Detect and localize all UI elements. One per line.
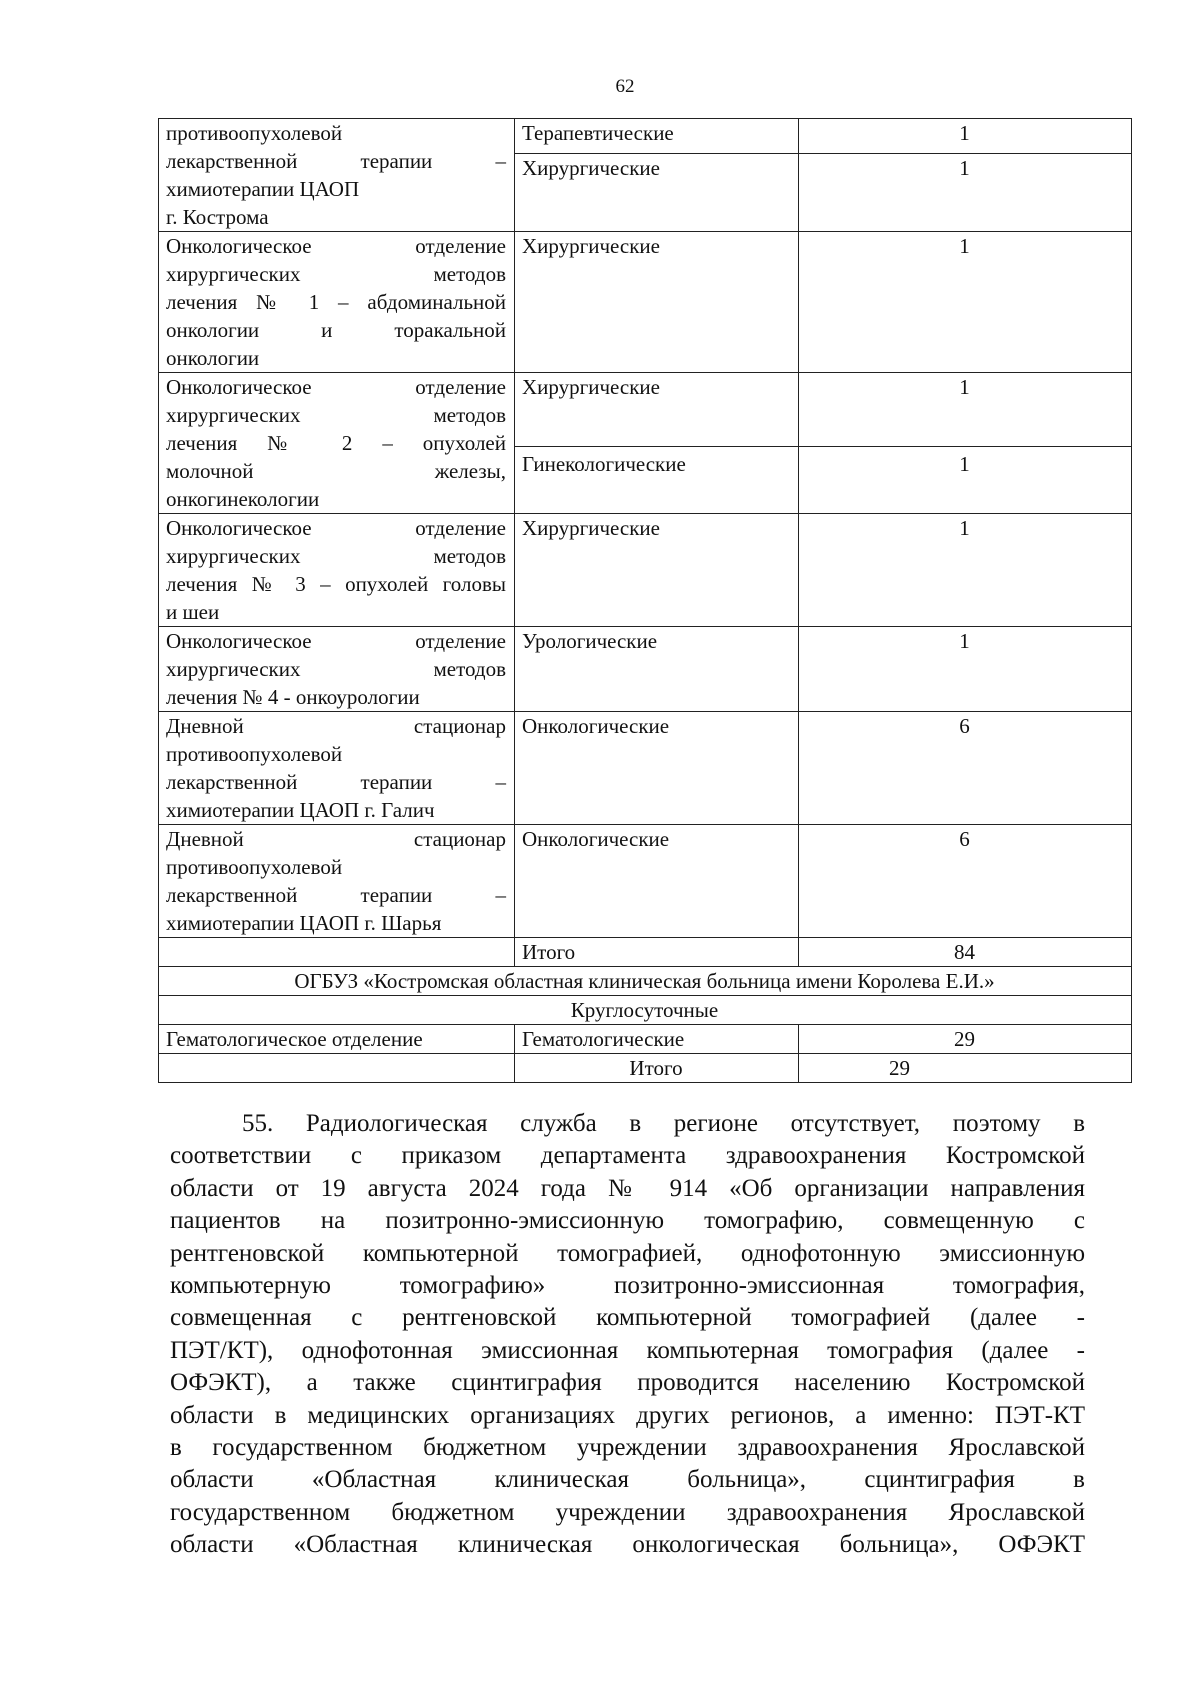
organization-name: ОГБУЗ «Костромская областная клиническая больница имени Королева Е.И.»	[159, 967, 1132, 996]
paragraph-line: ОФЭКТ), а также сцинтиграфия проводится населению Костромской	[170, 1369, 1085, 1397]
table-row	[159, 627, 1132, 712]
department-line: Онкологическое отделение	[166, 629, 506, 653]
department-line: химиотерапии ЦАОП г. Галич	[166, 798, 435, 822]
department-line: лекарственной терапии –	[166, 149, 506, 173]
department-cell	[159, 712, 515, 825]
department-cell	[159, 514, 515, 627]
paragraph-line: в государственном бюджетном учреждении здравоохранения Ярославской	[170, 1434, 1085, 1462]
beds-cell: 1	[799, 627, 1132, 712]
beds-table	[158, 118, 1132, 1083]
paragraph-line: области от 19 августа 2024 года № 914 «Об организации направления	[170, 1174, 1085, 1202]
department-line: лечения № 4 - онкоурологии	[166, 685, 420, 709]
profile-cell: Гинекологические	[515, 447, 799, 514]
page-number: 62	[615, 76, 635, 97]
paragraph-line: соответствии с приказом департамента здравоохранения Костромской	[170, 1142, 1085, 1170]
department-line: противоопухолевой	[166, 121, 343, 145]
paragraph-line: области «Областная клиническая онкологическая больница», ОФЭКТ	[170, 1531, 1085, 1559]
paragraph-line: государственном бюджетном учреждении здравоохранения Ярославской	[170, 1498, 1085, 1526]
beds-cell: 1	[799, 154, 1132, 232]
beds-cell: 29	[799, 1025, 1132, 1054]
beds-cell: 1	[799, 447, 1132, 514]
table-row	[159, 232, 1132, 373]
table-row	[159, 825, 1132, 938]
department-line: Онкологическое отделение	[166, 516, 506, 540]
total-row	[159, 1054, 1132, 1083]
paragraph-55	[170, 1108, 1085, 1562]
department-line: химиотерапии ЦАОП	[166, 177, 360, 201]
department-line: хирургических методов	[166, 657, 506, 681]
table-row	[159, 514, 1132, 627]
department-line: химиотерапии ЦАОП г. Шарья	[166, 911, 442, 935]
department-cell	[159, 825, 515, 938]
department-line: Дневной стационар	[166, 827, 506, 851]
total-value: 84	[799, 938, 1132, 967]
paragraph-line: компьютерную томографию» позитронно-эмиссионная томография,	[170, 1272, 1085, 1300]
department-line: противоопухолевой	[166, 742, 343, 766]
beds-cell: 1	[799, 119, 1132, 154]
section-title: Круглосуточные	[159, 996, 1132, 1025]
department-line: лечения № 1 – абдоминальной	[166, 290, 506, 314]
department-cell: Гематологическое отделение	[159, 1025, 515, 1054]
department-line: онкологии	[166, 346, 260, 370]
beds-cell: 1	[799, 232, 1132, 373]
paragraph-line: ПЭТ/КТ), однофотонная эмиссионная компьютерная томография (далее -	[170, 1336, 1085, 1364]
department-line: лекарственной терапии –	[166, 770, 506, 794]
department-cell	[159, 119, 515, 232]
department-line: противоопухолевой	[166, 855, 343, 879]
paragraph-line: рентгеновской компьютерной томографией, однофотонную эмиссионную	[170, 1239, 1085, 1267]
profile-cell: Хирургические	[515, 232, 799, 373]
profile-cell: Гематологические	[515, 1025, 799, 1054]
total-label: Итого	[515, 1054, 799, 1083]
department-line: хирургических методов	[166, 262, 506, 286]
department-line: лечения № 3 – опухолей головы	[166, 572, 506, 596]
beds-cell: 1	[799, 373, 1132, 447]
profile-cell: Онкологические	[515, 712, 799, 825]
department-line: молочной железы,	[166, 459, 506, 483]
profile-cell: Хирургические	[515, 154, 799, 232]
department-line: Дневной стационар	[166, 714, 506, 738]
total-label: Итого	[515, 938, 799, 967]
profile-cell: Онкологические	[515, 825, 799, 938]
table-row	[159, 1025, 1132, 1054]
beds-cell: 1	[799, 514, 1132, 627]
department-line: онкологии и торакальной	[166, 318, 506, 342]
empty-cell	[159, 1054, 515, 1083]
organization-row	[159, 967, 1132, 996]
paragraph-line: 55. Радиологическая служба в регионе отсутствует, поэтому в	[242, 1110, 1085, 1137]
profile-cell: Урологические	[515, 627, 799, 712]
total-value: 29	[799, 1054, 1132, 1083]
department-cell	[159, 232, 515, 373]
total-row	[159, 938, 1132, 967]
paragraph-line: области «Областная клиническая больница», сцинтиграфия в	[170, 1466, 1085, 1494]
paragraph-line: совмещенная с рентгеновской компьютерной томографией (далее -	[170, 1304, 1085, 1332]
paragraph-line: пациентов на позитронно-эмиссионную томографию, совмещенную с	[170, 1207, 1085, 1235]
beds-cell: 6	[799, 825, 1132, 938]
department-line: хирургических методов	[166, 403, 506, 427]
paragraph-line: области в медицинских организациях других регионов, а именно: ПЭТ-КТ	[170, 1401, 1085, 1429]
department-line: Онкологическое отделение	[166, 375, 506, 399]
profile-cell: Хирургические	[515, 373, 799, 447]
department-line: онкогинекологии	[166, 487, 320, 511]
department-line: лечения № 2 – опухолей	[166, 431, 506, 455]
department-line: г. Кострома	[166, 205, 269, 229]
department-line: хирургических методов	[166, 544, 506, 568]
department-line: и шеи	[166, 600, 220, 624]
department-line: лекарственной терапии –	[166, 883, 506, 907]
section-row	[159, 996, 1132, 1025]
empty-cell	[159, 938, 515, 967]
table-row	[159, 373, 1132, 447]
profile-cell: Терапевтические	[515, 119, 799, 154]
department-cell	[159, 373, 515, 514]
department-line: Онкологическое отделение	[166, 234, 506, 258]
table-body	[159, 119, 1132, 1083]
table-row	[159, 712, 1132, 825]
table-row	[159, 119, 1132, 154]
department-cell	[159, 627, 515, 712]
profile-cell: Хирургические	[515, 514, 799, 627]
beds-cell: 6	[799, 712, 1132, 825]
